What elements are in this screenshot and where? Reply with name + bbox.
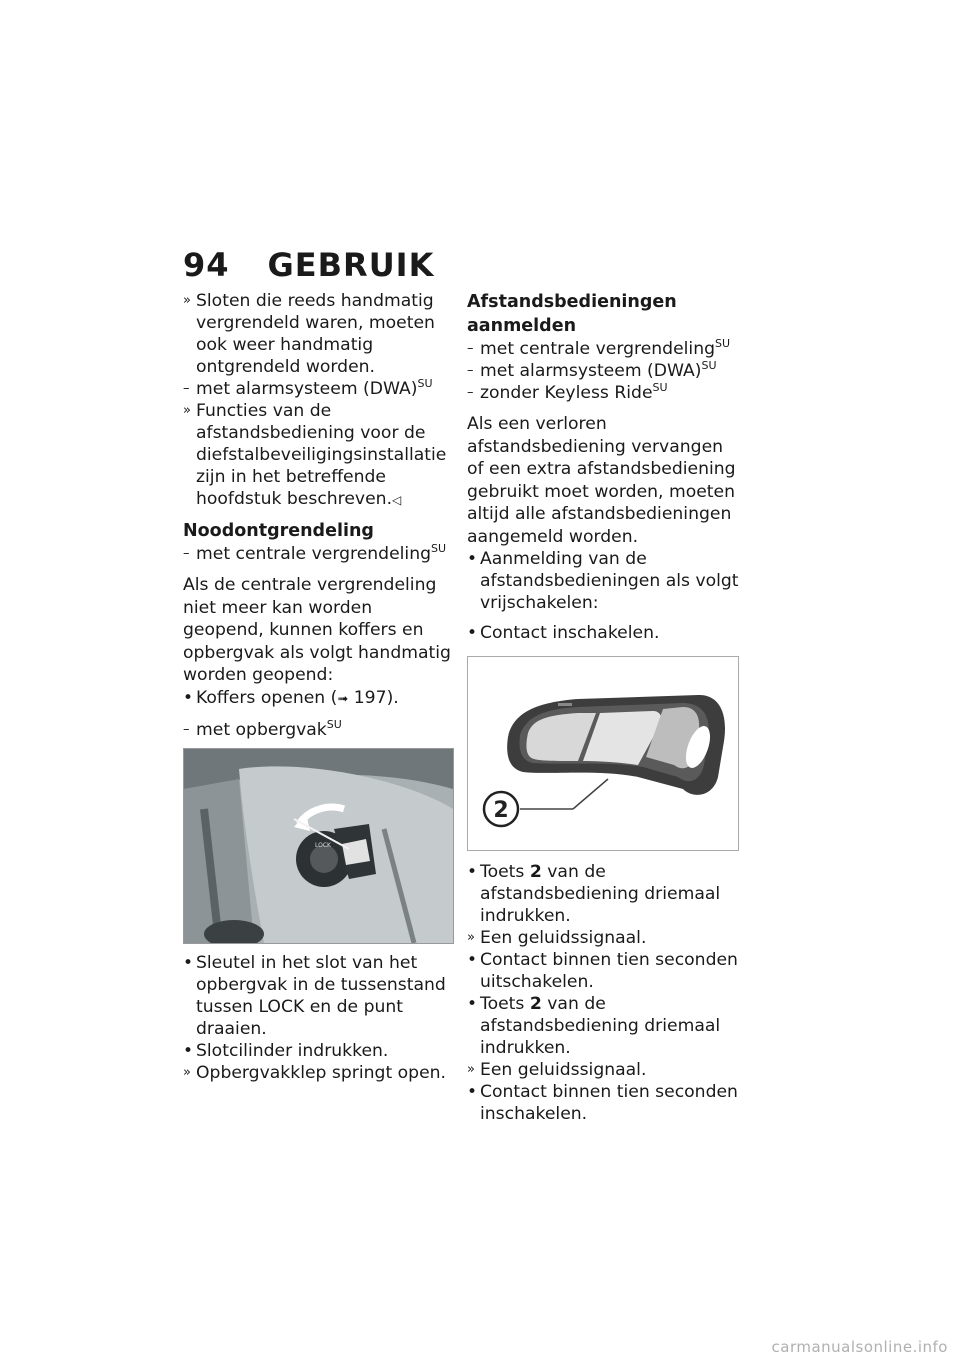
left-column: [183, 290, 455, 1084]
condition-item: – zonder Keyless Ride$^{SU}$: [467, 381, 668, 403]
list-item: • Toets 2 van de afstandsbediening driemaal indrukken.: [467, 994, 721, 1058]
remote-key-icon: [468, 657, 738, 850]
section-heading: Afstandsbedieningen aanmelden: [467, 292, 677, 336]
page-reference-arrow-icon: ➟: [337, 691, 349, 707]
page-number: 94: [183, 246, 230, 284]
list-item: • Contact binnen tien seconden uitschakelen.: [467, 950, 738, 992]
list-item: » Opbergvakklep springt open.: [183, 1062, 446, 1083]
list-item: » Functies van de afstandsbediening voor de diefstalbeveiligingsinstallatie zijn in het betreffende hoofdstuk beschreven.◁: [183, 401, 447, 509]
list-item: » Een geluidssignaal.: [467, 1060, 647, 1080]
list-item: • Contact inschakelen.: [467, 623, 660, 643]
right-column: [467, 290, 739, 1125]
page-reference-link[interactable]: 197: [353, 687, 387, 708]
condition-item: – met centrale vergrendeling$^{SU}$: [183, 542, 447, 564]
storage-lock-illustration: [184, 749, 453, 943]
list-item: • Contact binnen tien seconden inschakelen.: [467, 1082, 738, 1124]
list-item: • Toets 2 van de afstandsbediening driemaal indrukken.: [467, 862, 721, 926]
remote-key-illustration: [467, 656, 739, 851]
end-mark-icon: ◁: [392, 493, 402, 507]
condition-item: – met alarmsysteem (DWA)$^{SU}$: [467, 359, 717, 381]
result-marker: »: [183, 293, 191, 308]
list-item: » Sloten die reeds handmatig vergrendeld waren, moeten ook weer handmatig ontgrendeld worden.: [183, 291, 435, 377]
dash-marker: –: [183, 381, 190, 396]
section-title: GEBRUIK: [267, 246, 435, 284]
condition-item: – met centrale vergrendeling$^{SU}$: [467, 337, 731, 359]
list-item: • Sleutel in het slot van het opbergvak in de tussenstand tussen LOCK en de punt draaien.: [183, 952, 446, 1039]
list-item: » Een geluidssignaal.: [467, 928, 647, 948]
key-callout-label: 2: [493, 798, 509, 823]
condition-item: – met opbergvak$^{SU}$: [183, 717, 342, 740]
watermark: carmanualsonline.info: [771, 1338, 948, 1356]
storage-lock-photo: [183, 748, 454, 944]
paragraph: Als de centrale vergrendeling niet meer kan worden geopend, kunnen koffers en opbergvak als volgt handmatig worden geopend:: [183, 575, 451, 685]
lock-label: LOCK: [315, 841, 331, 849]
list-item: • Slotcilinder indrukken.: [183, 1040, 389, 1061]
page-header: [183, 246, 434, 284]
result-marker: »: [183, 403, 191, 418]
list-item: • Aanmelding van de afstandsbedieningen als volgt vrijschakelen:: [467, 549, 739, 613]
paragraph: Als een verloren afstandsbediening vervangen of een extra afstandsbediening gebruikt moet worden, moeten altijd alle afstandsbedieningen aangemeld worden.: [467, 414, 736, 547]
list-item: • Koffers openen (➟ 197).: [183, 687, 399, 708]
condition-item: – met alarmsysteem (DWA)$^{SU}$: [183, 377, 433, 399]
section-heading: Noodontgrendeling: [183, 521, 374, 541]
